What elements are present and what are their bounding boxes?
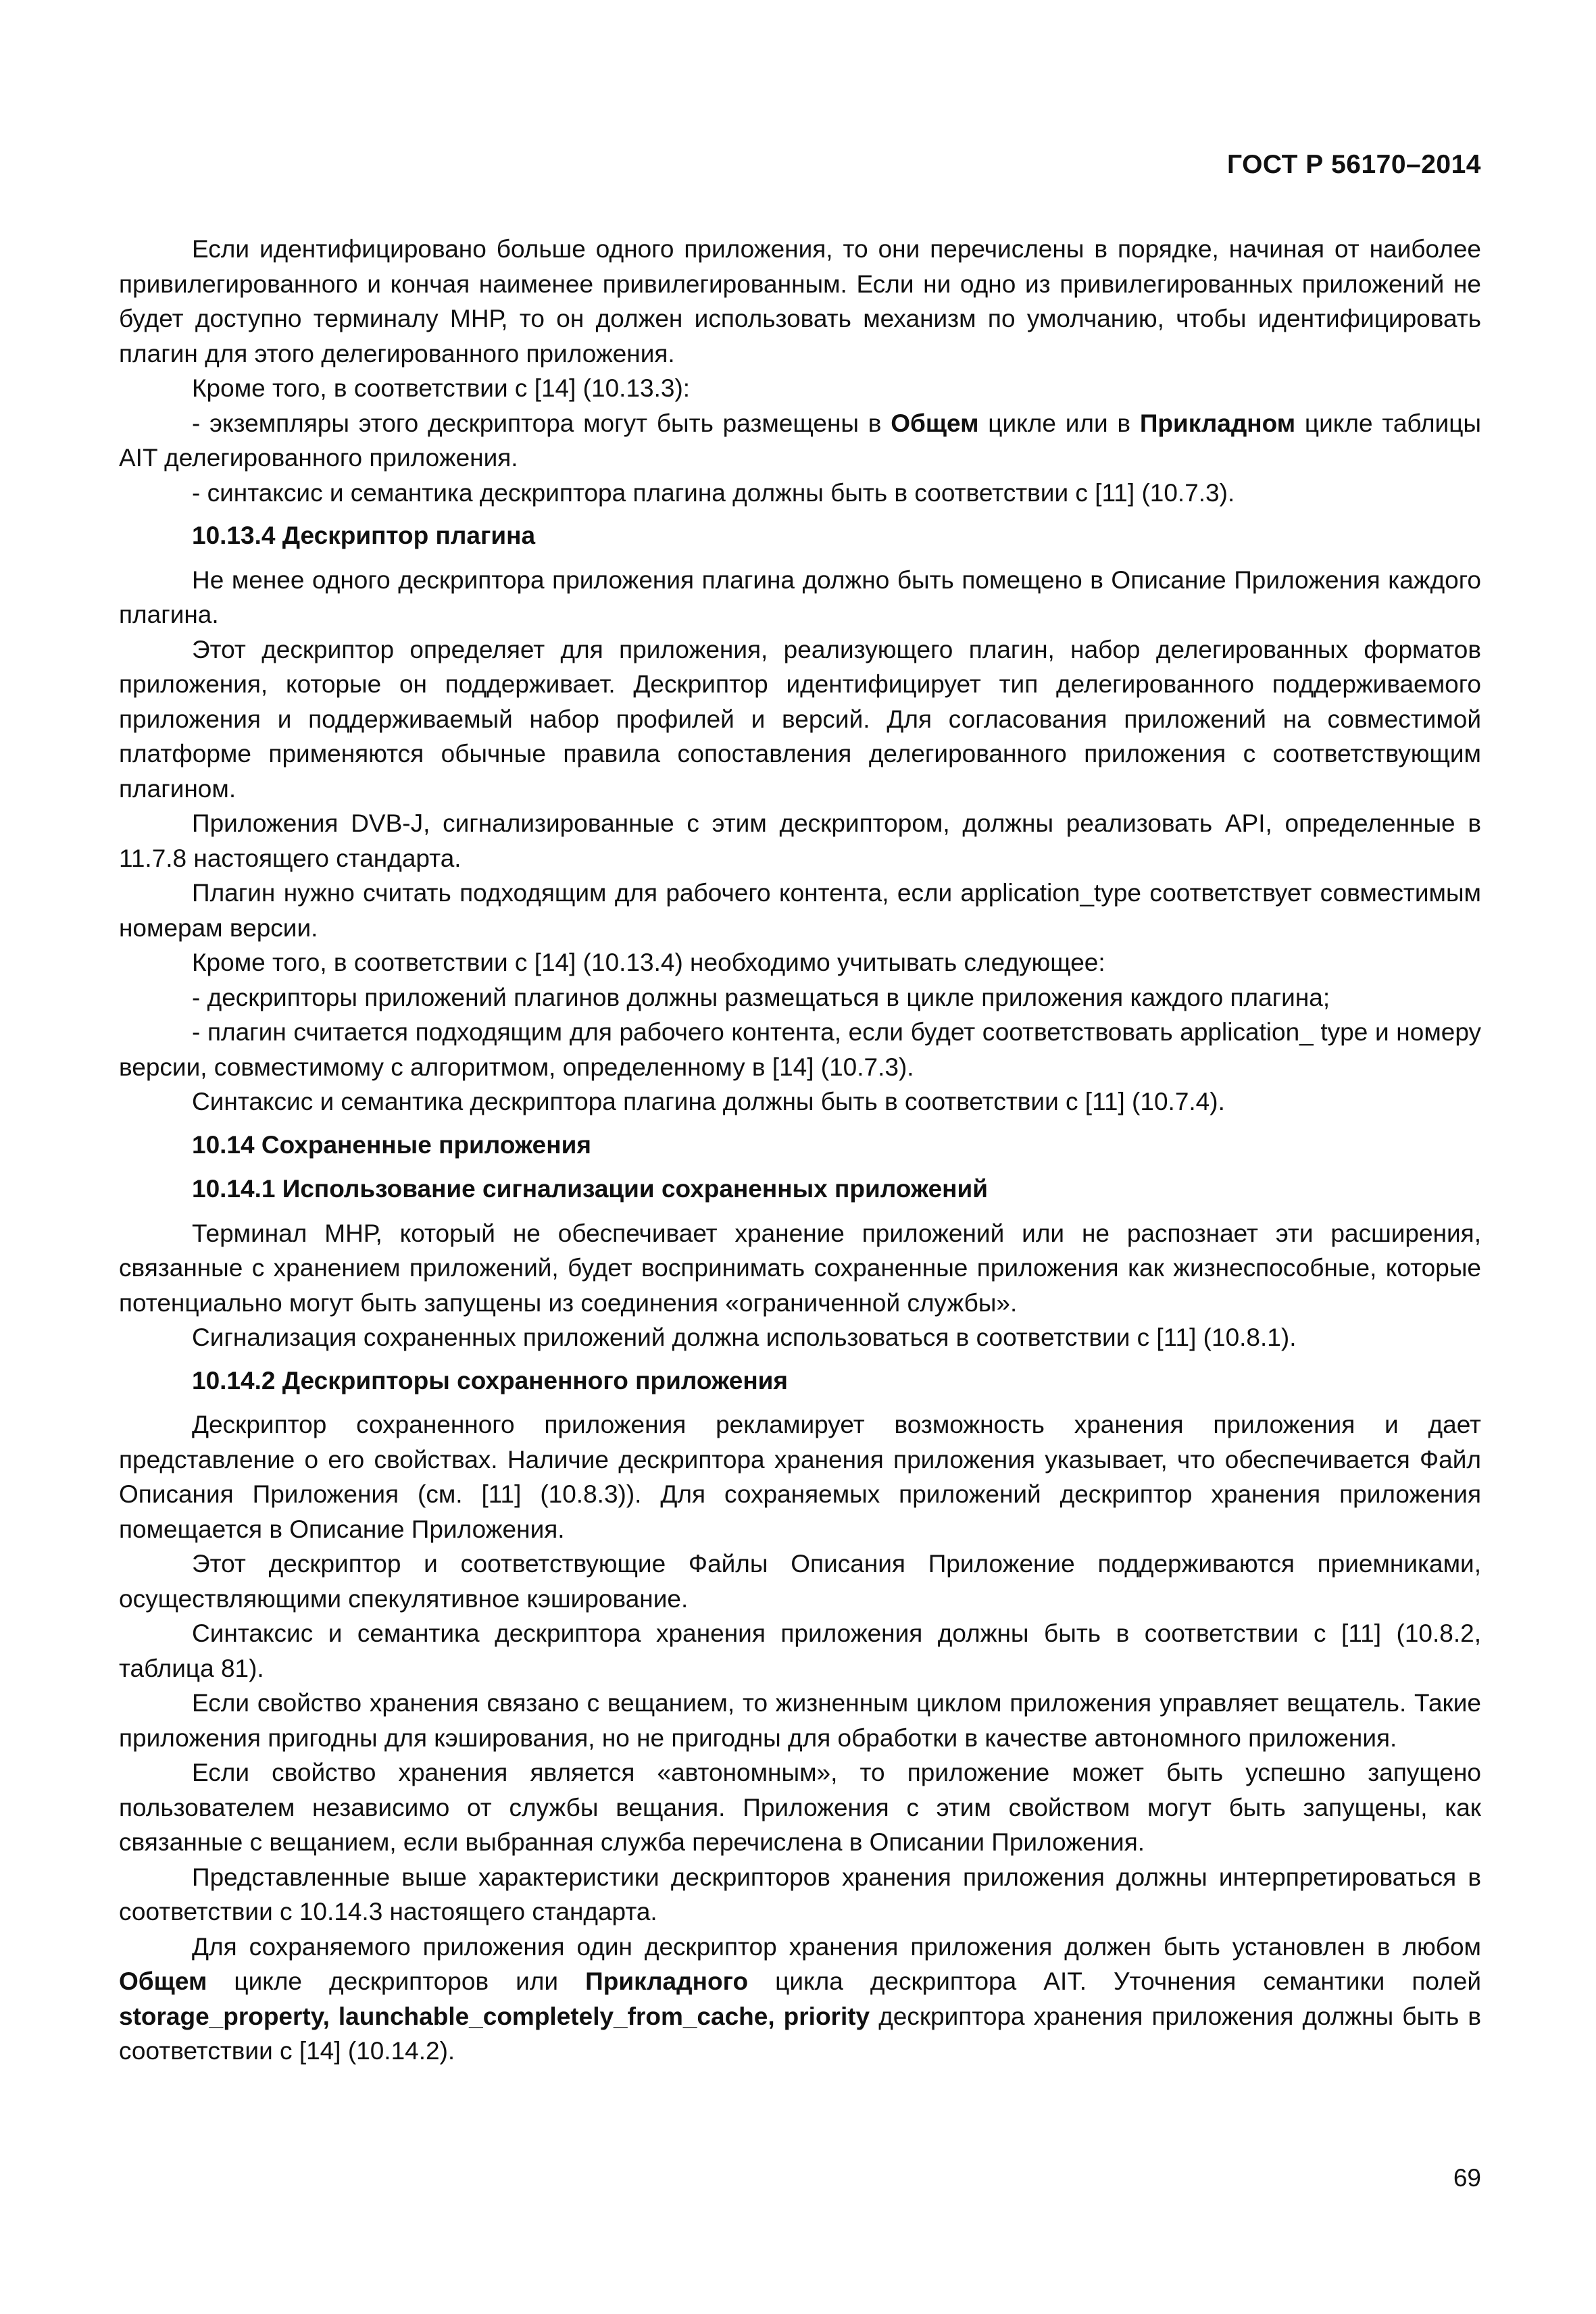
paragraph: Не менее одного дескриптора приложения плагина должно быть помещено в Описание Приложения каждого плагина.	[119, 565, 1481, 628]
paragraph: Синтаксис и семантика дескриптора хранения приложения должны быть в соответствии с [11] (10.8.2, таблица 81).	[119, 1619, 1481, 1682]
page-number: 69	[1453, 2164, 1481, 2192]
bold-term: Общем	[891, 409, 979, 437]
paragraph: - синтаксис и семантика дескриптора плагина должны быть в соответствии с [11] (10.7.3).	[192, 478, 1235, 507]
page-body	[119, 232, 1481, 2069]
paragraph: Сигнализация сохраненных приложений должна использоваться в соответствии с [11] (10.8.1).	[192, 1324, 1297, 1351]
paragraph: Если свойство хранения связано с вещанием, то жизненным циклом приложения управляет вещатель. Такие приложения пригодны для кэширования, но не пригодны для обработки в качестве автономного приложения.	[119, 1689, 1481, 1752]
paragraph	[119, 1930, 1481, 2069]
text-run: цикле дескрипторов или	[207, 1967, 586, 1995]
list-item: - плагин считается подходящим для рабочего контента, если будет соответствовать application_ type и номеру версии, совместимому с алгоритмом, определенному в [14] (10.7.3).	[119, 1018, 1481, 1081]
section-heading: 10.13.4 Дескриптор плагина	[192, 522, 536, 549]
paragraph: Дескриптор сохраненного приложения рекламирует возможность хранения приложения и дает представление о его свойствах. Наличие дескриптора хранения приложения указывает, что обеспечивается Файл Описания Приложения (см. [11] (10.8.3)). Для сохраняемых приложений дескриптор хранения приложения помещается в Описание Приложения.	[119, 1411, 1481, 1543]
document-code-header: ГОСТ Р 56170–2014	[1226, 150, 1481, 179]
text-run: цикле таблицы AIT делегированного приложения.	[119, 409, 1481, 472]
paragraph: Если идентифицировано больше одного приложения, то они перечислены в порядке, начиная от наиболее привилегированного и кончая наименее привилегированным. Если ни одно из привилегированных приложений не будет доступно терминалу МНР, то он должен использовать механизм по умолчанию, чтобы идентифицировать плагин для этого делегированного приложения.	[119, 235, 1481, 368]
bold-term: Прикладном	[1139, 409, 1296, 437]
bold-term: Общем	[119, 1967, 207, 1995]
paragraph: Представленные выше характеристики дескрипторов хранения приложения должны интерпретироваться в соответствии с 10.14.3 настоящего стандарта.	[119, 1863, 1481, 1926]
section-heading: 10.14.1 Использование сигнализации сохраненных приложений	[192, 1175, 989, 1203]
paragraph: Кроме того, в соответствии с [14] (10.13.4) необходимо учитывать следующее:	[192, 949, 1105, 976]
bold-term: storage_property, launchable_completely_from_cache, priority	[119, 2002, 870, 2030]
section-heading: 10.14.2 Дескрипторы сохраненного приложения	[192, 1366, 789, 1394]
section-heading: 10.14 Сохраненные приложения	[192, 1130, 591, 1159]
text-run: дескриптора хранения приложения должны быть в соответствии с [14] (10.14.2).	[119, 2002, 1481, 2065]
paragraph: Терминал МНР, который не обеспечивает хранение приложений или не распознает эти расширения, связанные с хранением приложений, будет воспринимать сохраненные приложения как жизнеспособные, которые потенциально могут быть запущены из соединения «ограниченной службы».	[119, 1219, 1481, 1317]
text-run: цикле или в	[978, 409, 1140, 437]
paragraph	[119, 406, 1481, 476]
text-run: - экземпляры этого дескриптора могут быть размещены в	[192, 409, 891, 437]
paragraph: Синтаксис и семантика дескриптора плагина должны быть в соответствии с [11] (10.7.4).	[192, 1088, 1225, 1115]
text-run: Для сохраняемого приложения один дескриптор хранения приложения должен быть установлен в любом	[192, 1932, 1481, 1961]
text-run: цикла дескриптора AIT. Уточнения семантики полей	[748, 1967, 1481, 1995]
paragraph: Приложения DVB-J, сигнализированные с этим дескриптором, должны реализовать API, определенные в 11.7.8 настоящего стандарта.	[119, 809, 1481, 872]
paragraph: Плагин нужно считать подходящим для рабочего контента, если application_type соответствует совместимым номерам версии.	[119, 879, 1481, 942]
paragraph: Если свойство хранения является «автономным», то приложение может быть успешно запущено пользователем независимо от службы вещания. Приложения с этим свойством могут быть запущены, как связанные с вещанием, если выбранная служба перечислена в Описании Приложения.	[119, 1759, 1481, 1856]
paragraph: Этот дескриптор и соответствующие Файлы Описания Приложение поддерживаются приемниками, осуществляющими спекулятивное кэширование.	[119, 1550, 1481, 1613]
bold-term: Прикладного	[585, 1967, 749, 1995]
paragraph: Кроме того, в соответствии с [14] (10.13.3):	[192, 374, 691, 402]
list-item: - дескрипторы приложений плагинов должны размещаться в цикле приложения каждого плагина;	[192, 983, 1330, 1011]
paragraph: Этот дескриптор определяет для приложения, реализующего плагин, набор делегированных форматов приложения, которые он поддерживает. Дескриптор идентифицирует тип делегированного поддерживаемого приложения и поддерживаемый набор профилей и версий. Для согласования приложений на совместимой платформе применяются обычные правила сопоставления делегированного приложения с соответствующим плагином.	[119, 635, 1481, 803]
